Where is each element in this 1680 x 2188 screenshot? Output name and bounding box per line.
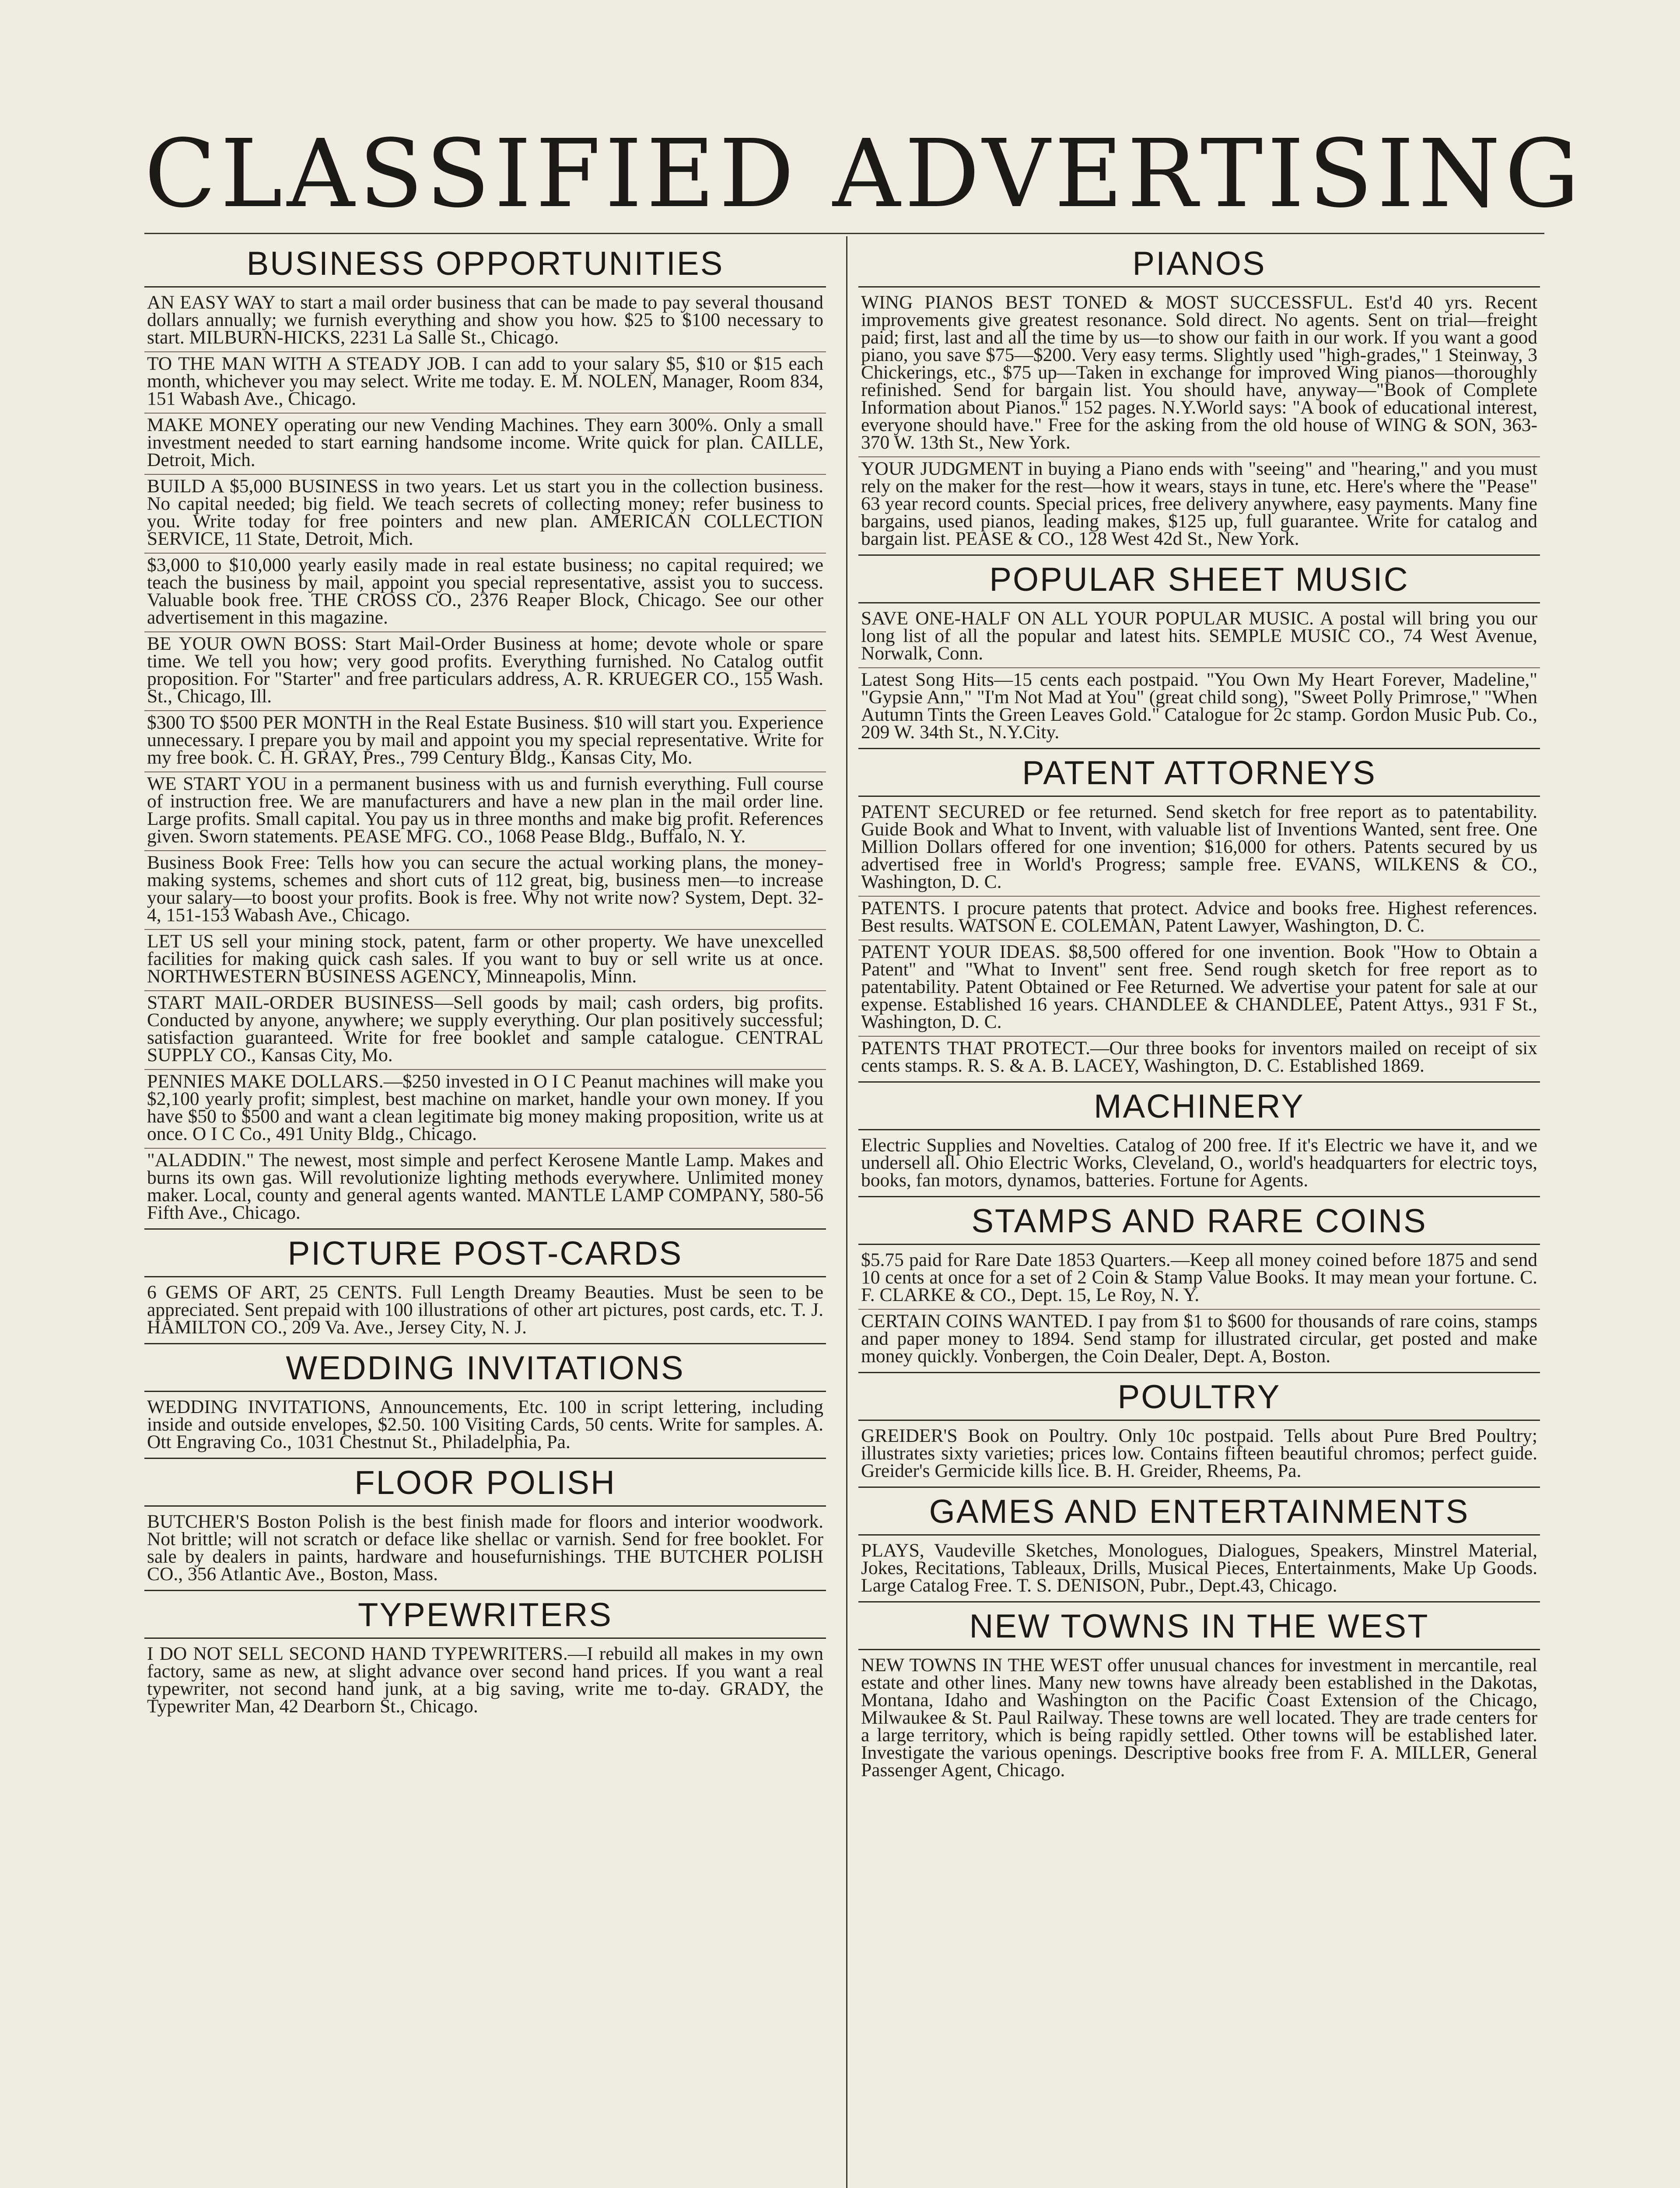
section-business-opportunities (144, 242, 826, 1227)
classified-ad: AN EASY WAY to start a mail order business that can be made to pay several thousand dollars annually; we furnish everything and show you how. $25 to $100 necessary to start. MILBURN-HICKS, 2231 La Salle St., Chicago. (144, 291, 826, 352)
section-new-towns-in-the-west (858, 1601, 1540, 1784)
classified-ad: PLAYS, Vaudeville Sketches, Monologues, Dialogues, Speakers, Minstrel Material, Jokes, Recitations, Tableaux, Drills, Musical Pieces, Entertainments, Make Up Goods. Large Catalog Free. T. S. DENISON, Pubr., Dept.43, Chicago. (861, 1540, 1537, 1596)
section-heading: PIANOS (858, 242, 1540, 288)
section-heading: MACHINERY (858, 1084, 1540, 1130)
classified-ad: BUTCHER'S Boston Polish is the best finish made for floors and interior woodwork. Not brittle; will not scratch or deface like shellac or varnish. Send for free booklet. For sale by dealers in paints, hardware and housefurnishings. THE BUTCHER POLISH CO., 356 Atlantic Ave., Boston, Mass. (147, 1511, 823, 1585)
page-title: CLASSIFIED ADVERTISING (144, 119, 1584, 228)
classified-ad: YOUR JUDGMENT in buying a Piano ends with "seeing" and "hearing," and you must rely on the maker for the rest—how it wears, stays in tune, etc. Here's where the "Pease" 63 year record counts. Special prices, free delivery anywhere, easy payments. Many fine bargains, used pianos, leading makes, $125 up, full guarantee. Write for catalog and bargain list. PEASE & CO., 128 West 42d St., New York. (861, 458, 1537, 549)
section-popular-sheet-music (858, 554, 1540, 746)
classified-ad: Business Book Free: Tells how you can secure the actual working plans, the money-making systems, schemes and short cuts of 112 great, big, business men—to increase your salary—to boost your profits. Book is free. Why not write now? System, Dept. 32-4, 151-153 Wabash Ave., Chicago. (144, 851, 826, 930)
section-heading: TYPEWRITERS (144, 1593, 826, 1639)
section-pianos (858, 242, 1540, 553)
classified-ad: SAVE ONE-HALF ON ALL YOUR POPULAR MUSIC. A postal will bring you our long list of all the popular and latest hits. SEMPLE MUSIC CO., 74 West Avenue, Norwalk, Conn. (858, 607, 1540, 668)
classified-ad: PATENT SECURED or fee returned. Send sketch for free report as to patentability. Guide Book and What to Invent, with valuable list of Inventions Wanted, sent free. One Million Dollars offered for one invention; $16,000 for others. Patents secured by us advertised free in World's Progress; sample free. EVANS, WILKENS & CO., Washington, D. C. (858, 800, 1540, 897)
classified-ad: LET US sell your mining stock, patent, farm or other property. We have unexcelled facilities for making quick cash sales. If you want to buy or sell write us at once. NORTHWESTERN BUSINESS AGENCY, Minneapolis, Minn. (144, 930, 826, 991)
section-floor-polish (144, 1458, 826, 1588)
classified-ad: MAKE MONEY operating our new Vending Machines. They earn 300%. Only a small investment needed to start earning handsome income. Write quick for plan. CAILLE, Detroit, Mich. (144, 414, 826, 475)
classified-ad: BE YOUR OWN BOSS: Start Mail-Order Business at home; devote whole or spare time. We tell you how; very good profits. Everything furnished. No Catalog outfit proposition. For "Starter" and free particulars address, A. R. KRUEGER CO., 155 Wash. St., Chicago, Ill. (144, 632, 826, 711)
section-heading: PICTURE POST-CARDS (144, 1231, 826, 1277)
section-heading: NEW TOWNS IN THE WEST (858, 1604, 1540, 1650)
section-heading: FLOOR POLISH (144, 1461, 826, 1507)
classified-ad: NEW TOWNS IN THE WEST offer unusual chances for investment in mercantile, real estate and other lines. Many new towns have already been established in the Dakotas, Montana, Idaho and Washington on the Pacific Coast Extension of the Chicago, Milwaukee & St. Paul Railway. These towns are well located. They are trade centers for a large territory, which is being rapidly settled. Other towns will be established later. Investigate the various openings. Descriptive books free from F. A. MILLER, General Passenger Agent, Chicago. (861, 1655, 1537, 1781)
right-column (858, 240, 1540, 2188)
classified-ad: PATENTS THAT PROTECT.—Our three books for inventors mailed on receipt of six cents stamps. R. S. & A. B. LACEY, Washington, D. C. Established 1869. (861, 1038, 1537, 1076)
section-heading: BUSINESS OPPORTUNITIES (144, 242, 826, 288)
classified-ad: GREIDER'S Book on Poultry. Only 10c postpaid. Tells about Pure Bred Poultry; illustrates sixty varieties; prices low. Contains fifteen beautiful chromos; perfect guide. Greider's Germicide kills lice. B. H. Greider, Rheems, Pa. (861, 1425, 1537, 1481)
section-poultry (858, 1372, 1540, 1485)
top-rule (144, 233, 1544, 234)
left-column (144, 240, 826, 2188)
classified-ad: "ALADDIN." The newest, most simple and perfect Kerosene Mantle Lamp. Makes and burns its own gas. Will revolutionize lighting methods everywhere. Unlimited money maker. Local, county and general agents wanted. MANTLE LAMP COMPANY, 580-56 Fifth Ave., Chicago. (147, 1150, 823, 1223)
section-games-and-entertainments (858, 1487, 1540, 1599)
classified-ad: I DO NOT SELL SECOND HAND TYPEWRITERS.—I rebuild all makes in my own factory, same as new, at slight advance over second hand prices. If you want a real typewriter, not second hand junk, at a big saving, write me to-day. GRADY, the Typewriter Man, 42 Dearborn St., Chicago. (147, 1643, 823, 1717)
column-divider (846, 236, 847, 2188)
section-machinery (858, 1081, 1540, 1194)
classified-ad: START MAIL-ORDER BUSINESS—Sell goods by mail; cash orders, big profits. Conducted by anyone, anywhere; we supply everything. Our plan positively successful; satisfaction guaranteed. Write for free booklet and sample catalogue. CENTRAL SUPPLY CO., Kansas City, Mo. (144, 991, 826, 1070)
classified-ad: WE START YOU in a permanent business with us and furnish everything. Full course of instruction free. We are manufacturers and have a new plan in the mail order line. Large profits. Small capital. You pay us in three months and make big profit. References given. Sworn statements. PEASE MFG. CO., 1068 Pease Bldg., Buffalo, N. Y. (144, 772, 826, 851)
section-typewriters (144, 1590, 826, 1720)
section-wedding-invitations (144, 1343, 826, 1456)
classified-ad: WING PIANOS BEST TONED & MOST SUCCESSFUL. Est'd 40 yrs. Recent improvements give greatest resonance. Sold direct. No agents. Sent on trial—freight paid; first, last and all the time by us—to show our faith in our work. If you want a good piano, you save $75—$200. Very easy terms. Slightly used "high-grades," 1 Steinway, 3 Chickerings, etc., $75 up—Taken in exchange for improved Wing pianos—thoroughly refinished. Send for bargain list. You should have, anyway—"Book of Complete Information about Pianos." 152 pages. N.Y.World says: "A book of educational interest, everyone should have." Free for the asking from the old house of WING & SON, 363-370 W. 13th St., New York. (858, 291, 1540, 457)
classified-ad: PENNIES MAKE DOLLARS.—$250 invested in O I C Peanut machines will make you $2,100 yearly profit; simplest, best machine on market, handle your own money. If you have $50 to $500 and want a clean legitimate big money making proposition, write us at once. O I C Co., 491 Unity Bldg., Chicago. (144, 1070, 826, 1149)
section-heading: POULTRY (858, 1375, 1540, 1421)
classified-ad: TO THE MAN WITH A STEADY JOB. I can add to your salary $5, $10 or $15 each month, whichever you may select. Write me today. E. M. NOLEN, Manager, Room 834, 151 Wabash Ave., Chicago. (144, 352, 826, 414)
classified-ad: 6 GEMS OF ART, 25 CENTS. Full Length Dreamy Beauties. Must be seen to be appreciated. Sent prepaid with 100 illustrations of other art pictures, post cards, etc. T. J. HAMILTON CO., 209 Va. Ave., Jersey City, N. J. (147, 1282, 823, 1338)
classified-ad: Latest Song Hits—15 cents each postpaid. "You Own My Heart Forever, Madeline," "Gypsie Ann," "I'm Not Mad at You" (great child song), "Sweet Polly Primrose," "When Autumn Tints the Green Leaves Gold." Catalogue for 2c stamp. Gordon Music Pub. Co., 209 W. 34th St., N.Y.City. (861, 669, 1537, 743)
section-stamps-and-rare-coins (858, 1196, 1540, 1370)
section-heading: STAMPS AND RARE COINS (858, 1199, 1540, 1245)
classified-ad: PATENT YOUR IDEAS. $8,500 offered for one invention. Book "How to Obtain a Patent" and "What to Invent" sent free. Send rough sketch for free report as to patentability. Patent Obtained or Fee Returned. We advertise your patent for sale at our expense. Established 16 years. CHANDLEE & CHANDLEE, Patent Attys., 931 F St., Washington, D. C. (858, 940, 1540, 1037)
section-heading: GAMES AND ENTERTAINMENTS (858, 1490, 1540, 1536)
section-heading: WEDDING INVITATIONS (144, 1346, 826, 1392)
classified-ad: BUILD A $5,000 BUSINESS in two years. Let us start you in the collection business. No capital needed; big field. We teach secrets of collecting money; refer business to you. Write today for free pointers and new plan. AMERICAN COLLECTION SERVICE, 11 State, Detroit, Mich. (144, 475, 826, 554)
section-heading: PATENT ATTORNEYS (858, 751, 1540, 797)
classified-ad: $3,000 to $10,000 yearly easily made in real estate business; no capital required; we teach the business by mail, appoint you special representative, assist you to success. Valuable book free. THE CROSS CO., 2376 Reaper Block, Chicago. See our other advertisement in this magazine. (144, 554, 826, 632)
classified-ad: Electric Supplies and Novelties. Catalog of 200 free. If it's Electric we have it, and we undersell all. Ohio Electric Works, Cleveland, O., world's headquarters for electric toys, books, fan motors, dynamos, batteries. Fortune for Agents. (861, 1135, 1537, 1191)
classified-ad: CERTAIN COINS WANTED. I pay from $1 to $600 for thousands of rare coins, stamps and paper money to 1894. Send stamp for illustrated circular, get posted and make money quickly. Vonbergen, the Coin Dealer, Dept. A, Boston. (861, 1311, 1537, 1367)
section-heading: POPULAR SHEET MUSIC (858, 558, 1540, 603)
classified-ad: WEDDING INVITATIONS, Announcements, Etc. 100 in script lettering, including inside and outside envelopes, $2.50. 100 Visiting Cards, 50 cents. Write for samples. A. Ott Engraving Co., 1031 Chestnut St., Philadelphia, Pa. (147, 1396, 823, 1452)
classified-ad: $300 TO $500 PER MONTH in the Real Estate Business. $10 will start you. Experience unnecessary. I prepare you by mail and appoint you my special representative. Write for my free book. C. H. GRAY, Pres., 799 Century Bldg., Kansas City, Mo. (144, 711, 826, 772)
section-patent-attorneys (858, 748, 1540, 1080)
section-picture-post-cards (144, 1228, 826, 1341)
classified-ad: $5.75 paid for Rare Date 1853 Quarters.—Keep all money coined before 1875 and send 10 cents at once for a set of 2 Coin & Stamp Value Books. It may mean your fortune. C. F. CLARKE & CO., Dept. 15, Le Roy, N. Y. (858, 1248, 1540, 1310)
classified-ad: PATENTS. I procure patents that protect. Advice and books free. Highest references. Best results. WATSON E. COLEMAN, Patent Lawyer, Washington, D. C. (858, 897, 1540, 940)
